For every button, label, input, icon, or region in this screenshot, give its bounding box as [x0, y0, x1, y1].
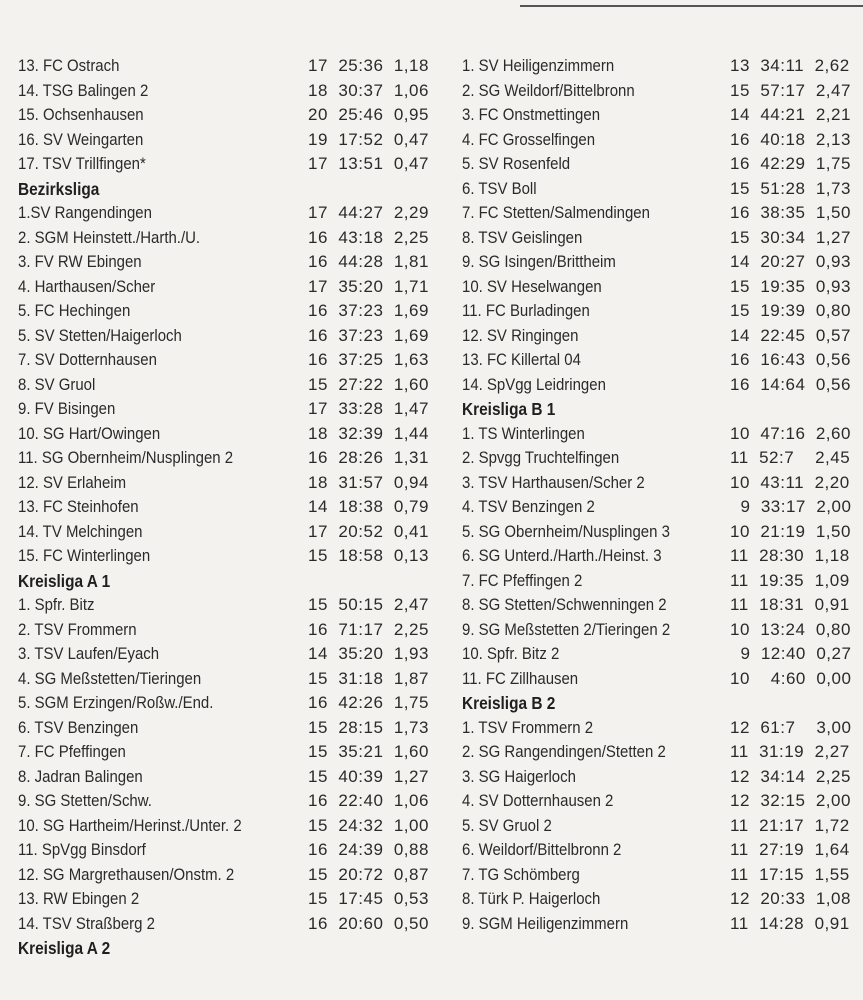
team-name: 6. SG Unterd./Harth./Heinst. 3 — [462, 546, 662, 565]
team-stats: 16 71:17 2,25 — [308, 619, 429, 639]
table-row — [462, 912, 863, 937]
team-name: 9. SG Isingen/Brittheim — [462, 252, 616, 271]
team-name: 15. FC Winterlingen — [18, 546, 151, 565]
table-row — [18, 250, 443, 275]
team-stats: 15 19:39 0,80 — [730, 301, 851, 320]
table-row — [18, 618, 443, 643]
team-name: 3. FV RW Ebingen — [18, 252, 142, 271]
team-stats: 16 43:18 2,25 — [308, 227, 429, 247]
team-stats: 9 33:17 2,00 — [730, 497, 852, 516]
team-name: 6. TSV Boll — [462, 178, 537, 198]
team-stats: 16 37:23 1,69 — [308, 301, 429, 320]
team-name: 1. Spfr. Bitz — [18, 595, 95, 614]
team-name: 4. SG Meßstetten/Tieringen — [18, 668, 202, 688]
table-row — [462, 250, 863, 275]
team-name: 13. FC Steinhofen — [18, 497, 139, 516]
team-name: 10. SG Hartheim/Herinst./Unter. 2 — [18, 815, 242, 835]
team-stats: 20 25:46 0,95 — [308, 105, 429, 124]
table-row — [462, 373, 863, 398]
team-name: 9. SGM Heiligenzimmern — [462, 913, 629, 933]
table-row — [18, 79, 443, 104]
table-row — [18, 348, 443, 373]
table-row — [18, 422, 443, 447]
team-name: 9. SG Meßstetten 2/Tieringen 2 — [462, 619, 671, 639]
team-name: 13. RW Ebingen 2 — [18, 889, 140, 908]
team-name: 7. FC Pfeffingen — [18, 742, 126, 761]
team-name: 12. SV Erlaheim — [18, 472, 127, 492]
team-name: 14. TSV Straßberg 2 — [18, 913, 155, 933]
table-row — [462, 128, 863, 153]
team-stats: 15 35:21 1,60 — [308, 742, 429, 761]
table-row — [462, 275, 863, 300]
team-stats: 18 30:37 1,06 — [308, 80, 429, 100]
team-stats: 12 61:7 3,00 — [730, 717, 852, 737]
team-name: 14. SpVgg Leidringen — [462, 374, 606, 394]
table-row — [18, 789, 443, 814]
team-stats: 15 28:15 1,73 — [308, 717, 429, 737]
right-column — [462, 54, 863, 936]
team-stats: 11 14:28 0,91 — [730, 913, 850, 933]
table-row — [18, 471, 443, 496]
team-stats: 14 20:27 0,93 — [730, 252, 851, 271]
team-name: 12. SG Margrethausen/Onstm. 2 — [18, 864, 235, 884]
table-row — [18, 544, 443, 569]
team-stats: 14 22:45 0,57 — [730, 325, 851, 345]
team-stats: 13 34:11 2,62 — [730, 56, 850, 75]
team-name: 14. TSG Balingen 2 — [18, 80, 149, 100]
team-name: 8. Jadran Balingen — [18, 766, 143, 786]
table-row — [18, 520, 443, 545]
team-stats: 14 18:38 0,79 — [308, 497, 429, 516]
table-row — [462, 226, 863, 251]
team-stats: 9 12:40 0,27 — [730, 644, 852, 663]
team-name: 13. FC Killertal 04 — [462, 350, 581, 369]
team-stats: 15 19:35 0,93 — [730, 276, 851, 296]
team-name: 1.SV Rangendingen — [18, 203, 152, 222]
team-name: 10. Spfr. Bitz 2 — [462, 644, 560, 663]
team-name: 4. SV Dotternhausen 2 — [462, 791, 614, 810]
team-stats: 11 19:35 1,09 — [730, 570, 850, 590]
team-stats: 16 16:43 0,56 — [730, 350, 851, 369]
league-heading-kreisliga-b-2: Kreisliga B 2 — [462, 693, 556, 713]
table-row — [18, 912, 443, 937]
team-stats: 18 32:39 1,44 — [308, 423, 429, 443]
table-row — [18, 275, 443, 300]
table-row — [18, 691, 443, 716]
table-row — [462, 642, 863, 667]
table-row — [462, 740, 863, 765]
table-row — [462, 201, 863, 226]
team-stats: 11 28:30 1,18 — [730, 546, 850, 565]
team-stats: 17 25:36 1,18 — [308, 56, 429, 75]
table-row — [18, 593, 443, 618]
team-name: 8. SG Stetten/Schwenningen 2 — [462, 595, 667, 614]
team-stats: 11 27:19 1,64 — [730, 840, 850, 859]
table-row — [18, 226, 443, 251]
table-row — [18, 667, 443, 692]
team-name: 8. TSV Geislingen — [462, 227, 583, 247]
team-name: 11. SG Obernheim/Nusplingen 2 — [18, 448, 234, 467]
team-stats: 12 20:33 1,08 — [730, 889, 851, 908]
table-row — [462, 79, 863, 104]
team-name: 9. FV Bisingen — [18, 399, 116, 418]
team-name: 4. TSV Benzingen 2 — [462, 497, 595, 516]
table-row — [18, 446, 443, 471]
team-name: 3. TSV Harthausen/Scher 2 — [462, 472, 645, 492]
team-name: 5. SV Stetten/Haigerloch — [18, 325, 182, 345]
team-name: 11. SpVgg Binsdorf — [18, 840, 146, 859]
team-stats: 16 37:25 1,63 — [308, 350, 429, 369]
table-row — [18, 152, 443, 177]
team-name: 9. SG Stetten/Schw. — [18, 791, 152, 810]
team-name: 2. SG Weildorf/Bittelbronn — [462, 80, 635, 100]
team-stats: 10 21:19 1,50 — [730, 521, 851, 541]
table-row — [462, 569, 863, 594]
team-name: 3. TSV Laufen/Eyach — [18, 644, 160, 663]
team-name: 3. FC Onstmettingen — [462, 105, 601, 124]
team-name: 8. SV Gruol — [18, 374, 96, 394]
table-row — [462, 887, 863, 912]
team-stats: 16 28:26 1,31 — [308, 448, 429, 467]
table-row — [18, 373, 443, 398]
table-row — [462, 618, 863, 643]
team-stats: 15 17:45 0,53 — [308, 889, 429, 908]
team-name: 5. SV Rosenfeld — [462, 154, 571, 173]
team-stats: 11 31:19 2,27 — [730, 742, 850, 761]
team-stats: 16 42:29 1,75 — [730, 154, 851, 173]
team-name: 13. FC Ostrach — [18, 56, 120, 75]
team-stats: 17 20:52 0,41 — [308, 521, 429, 541]
team-stats: 16 20:60 0,50 — [308, 913, 429, 933]
team-stats: 17 13:51 0,47 — [308, 154, 429, 173]
table-row — [18, 740, 443, 765]
team-stats: 15 18:58 0,13 — [308, 546, 429, 565]
team-stats: 12 32:15 2,00 — [730, 791, 851, 810]
table-row — [462, 838, 863, 863]
team-stats: 15 40:39 1,27 — [308, 766, 429, 786]
team-stats: 15 51:28 1,73 — [730, 178, 851, 198]
team-stats: 19 17:52 0,47 — [308, 129, 429, 149]
team-stats: 10 43:11 2,20 — [730, 472, 850, 492]
team-name: 10. SV Heselwangen — [462, 276, 602, 296]
team-stats: 17 44:27 2,29 — [308, 203, 429, 222]
table-row — [462, 814, 863, 839]
team-stats: 16 22:40 1,06 — [308, 791, 429, 810]
team-name: 3. SG Haigerloch — [462, 766, 576, 786]
left-column — [18, 54, 443, 961]
team-name: 5. SGM Erzingen/Roßw./End. — [18, 693, 214, 712]
team-name: 6. Weildorf/Bittelbronn 2 — [462, 840, 622, 859]
team-stats: 11 52:7 2,45 — [730, 448, 851, 467]
table-row — [18, 397, 443, 422]
team-stats: 16 42:26 1,75 — [308, 693, 429, 712]
team-stats: 15 31:18 1,87 — [308, 668, 429, 688]
table-row — [18, 128, 443, 153]
table-row — [462, 446, 863, 471]
team-name: 7. SV Dotternhausen — [18, 350, 157, 369]
team-name: 1. TSV Frommern 2 — [462, 717, 594, 737]
team-name: 5. SV Gruol 2 — [462, 815, 552, 835]
team-stats: 16 44:28 1,81 — [308, 252, 429, 271]
team-stats: 10 4:60 0,00 — [730, 668, 852, 688]
team-stats: 16 24:39 0,88 — [308, 840, 429, 859]
team-name: 2. Spvgg Truchtelfingen — [462, 448, 620, 467]
table-row — [462, 863, 863, 888]
team-stats: 15 57:17 2,47 — [730, 80, 851, 100]
team-name: 2. SG Rangendingen/Stetten 2 — [462, 742, 666, 761]
team-stats: 15 24:32 1,00 — [308, 815, 429, 835]
team-stats: 18 31:57 0,94 — [308, 472, 429, 492]
team-stats: 15 50:15 2,47 — [308, 595, 429, 614]
table-row — [462, 520, 863, 545]
table-row — [18, 54, 443, 79]
table-row — [18, 716, 443, 741]
team-stats: 11 17:15 1,55 — [730, 864, 850, 884]
table-row — [18, 838, 443, 863]
team-name: 5. SG Obernheim/Nusplingen 3 — [462, 521, 670, 541]
league-heading-bezirksliga: Bezirksliga — [18, 178, 100, 199]
table-row — [18, 103, 443, 128]
table-row — [18, 201, 443, 226]
table-row — [462, 667, 863, 692]
table-row — [462, 152, 863, 177]
team-stats: 16 38:35 1,50 — [730, 203, 851, 222]
table-row — [462, 789, 863, 814]
table-row — [462, 593, 863, 618]
table-row — [18, 299, 443, 324]
table-row — [18, 887, 443, 912]
team-stats: 10 47:16 2,60 — [730, 423, 851, 443]
table-row — [462, 103, 863, 128]
table-row — [18, 863, 443, 888]
table-row — [462, 348, 863, 373]
team-stats: 17 35:20 1,71 — [308, 276, 429, 296]
team-name: 1. SV Heiligenzimmern — [462, 56, 615, 75]
team-stats: 16 14:64 0,56 — [730, 374, 851, 394]
table-row — [462, 177, 863, 202]
team-name: 6. TSV Benzingen — [18, 717, 139, 737]
team-stats: 15 20:72 0,87 — [308, 864, 429, 884]
table-row — [462, 495, 863, 520]
table-row — [462, 299, 863, 324]
team-stats: 12 34:14 2,25 — [730, 766, 851, 786]
team-name: 5. FC Hechingen — [18, 301, 131, 320]
team-name: 11. FC Burladingen — [462, 301, 590, 320]
team-name: 4. FC Grosselfingen — [462, 129, 596, 149]
team-name: 12. SV Ringingen — [462, 325, 579, 345]
table-row — [18, 765, 443, 790]
team-stats: 14 44:21 2,21 — [730, 105, 851, 124]
table-row — [18, 814, 443, 839]
table-row — [462, 422, 863, 447]
table-row — [18, 324, 443, 349]
team-name: 10. SG Hart/Owingen — [18, 423, 161, 443]
team-stats: 11 18:31 0,91 — [730, 595, 850, 614]
team-name: 2. TSV Frommern — [18, 619, 137, 639]
top-rule — [520, 5, 863, 7]
team-name: 14. TV Melchingen — [18, 521, 143, 541]
team-name: 4. Harthausen/Scher — [18, 276, 156, 296]
table-row — [18, 495, 443, 520]
team-name: 7. TG Schömberg — [462, 864, 580, 884]
team-name: 11. FC Zillhausen — [462, 668, 579, 688]
team-stats: 16 40:18 2,13 — [730, 129, 851, 149]
league-heading-kreisliga-a-1: Kreisliga A 1 — [18, 570, 111, 591]
team-stats: 16 37:23 1,69 — [308, 325, 429, 345]
table-row — [462, 471, 863, 496]
team-name: 2. SGM Heinstett./Harth./U. — [18, 227, 201, 247]
team-stats: 15 30:34 1,27 — [730, 227, 851, 247]
table-row — [462, 54, 863, 79]
team-name: 15. Ochsenhausen — [18, 105, 144, 124]
team-name: 16. SV Weingarten — [18, 129, 144, 149]
table-row — [462, 765, 863, 790]
team-stats: 17 33:28 1,47 — [308, 399, 429, 418]
table-row — [462, 716, 863, 741]
team-name: 1. TS Winterlingen — [462, 423, 585, 443]
table-row — [462, 544, 863, 569]
team-stats: 11 21:17 1,72 — [730, 815, 850, 835]
team-name: 7. FC Pfeffingen 2 — [462, 570, 583, 590]
team-stats: 10 13:24 0,80 — [730, 619, 851, 639]
league-heading-kreisliga-b-1: Kreisliga B 1 — [462, 399, 556, 419]
league-heading-kreisliga-a-2: Kreisliga A 2 — [18, 938, 111, 958]
team-name: 7. FC Stetten/Salmendingen — [462, 203, 650, 222]
team-stats: 14 35:20 1,93 — [308, 644, 429, 663]
table-row — [18, 642, 443, 667]
team-name: 17. TSV Trillfingen* — [18, 154, 146, 173]
table-row — [462, 324, 863, 349]
team-name: 8. Türk P. Haigerloch — [462, 889, 601, 908]
team-stats: 15 27:22 1,60 — [308, 374, 429, 394]
